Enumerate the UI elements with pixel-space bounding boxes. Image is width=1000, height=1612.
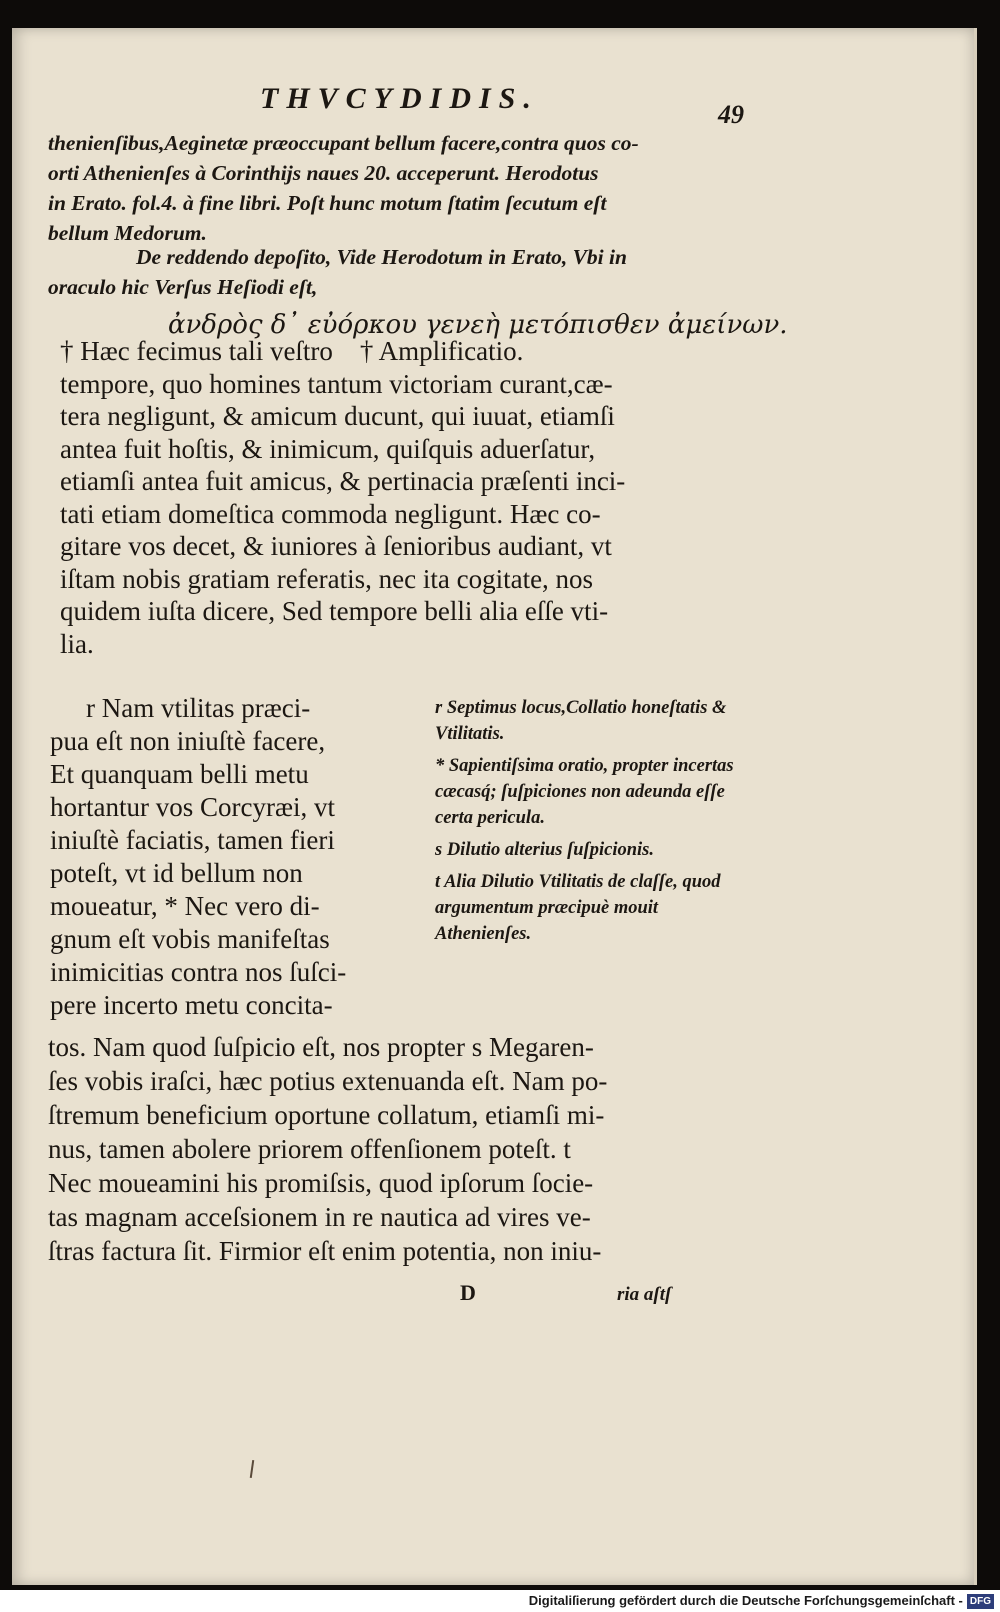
text-line: lia. bbox=[60, 628, 94, 659]
text-line: Nec moueamini his promiſsis, quod ipſorum ſocie- bbox=[48, 1168, 594, 1198]
signature-mark: D bbox=[460, 1280, 476, 1305]
margin-note: * Sapientiſsima oratio, propter incertas cæcasq́; ſuſpiciones non adeunda eſſe certa pericula. bbox=[435, 756, 734, 828]
footer-text: Digitaliſierung gefördert durch die Deutsche Forſchungsgemeinſchaft - bbox=[528, 1593, 963, 1608]
text-line: etiamſi antea fuit amicus, & pertinacia præſenti inci- bbox=[60, 466, 626, 496]
text-line: quidem iuſta dicere, Sed tempore belli alia eſſe vti- bbox=[60, 596, 609, 626]
text-line: poteſt, vt id bellum non bbox=[50, 858, 303, 888]
italic-note-2 bbox=[48, 242, 738, 302]
text-line: ſtremum beneficium oportune collatum, etiamſi mi- bbox=[48, 1100, 605, 1130]
main-text-1 bbox=[60, 335, 730, 660]
text-line: iniuſtè faciatis, tamen fieri bbox=[50, 825, 335, 855]
catchword: ria aſtſ bbox=[617, 1284, 672, 1305]
italic-note-line: in Erato. fol.4. à fine libri. Poſt hunc motum ſtatim ſecutum eſt bbox=[48, 191, 607, 215]
italic-note bbox=[48, 128, 738, 248]
text-line: pua eſt non iniuſtè facere, bbox=[50, 726, 326, 756]
main-text-2 bbox=[48, 1030, 728, 1268]
dfg-logo-icon: DFG bbox=[967, 1594, 994, 1609]
text-line: iſtam nobis gratiam referatis, nec ita cogitate, nos bbox=[60, 563, 594, 594]
italic-note-line: orti Athenienſes à Corinthijs naues 20. acceperunt. Herodotus bbox=[48, 161, 599, 185]
text-line: tempore, quo homines tantum victoriam curant,cæ- bbox=[60, 368, 613, 399]
text-line: † Hæc fecimus tali veſtro † Amplificatio. bbox=[60, 336, 524, 366]
text-line: tati etiam domeſtica commoda negligunt. Hæc co- bbox=[60, 498, 601, 529]
page-number: 49 bbox=[718, 100, 744, 129]
text-line: gnum eſt vobis manifeſtas bbox=[50, 924, 330, 954]
italic-note-line: De reddendo depoſito, Vide Herodotum in Erato, Vbi in bbox=[136, 245, 627, 269]
running-head: THVCYDIDIS. bbox=[260, 82, 539, 115]
italic-note-line: thenienſibus,Aeginetæ præoccupant bellum facere,contra quos co- bbox=[48, 131, 639, 155]
text-line: ſtras factura ſit. Firmior eſt enim potentia, non iniu- bbox=[48, 1236, 602, 1266]
footer-bar bbox=[0, 1590, 1000, 1612]
text-line: tas magnam acceſsionem in re nautica ad vires ve- bbox=[48, 1202, 591, 1232]
text-line: gitare vos decet, & iuniores à ſenioribus audiant, vt bbox=[60, 531, 612, 561]
text-line: ſes vobis iraſci, hæc potius extenuanda eſt. Nam po- bbox=[48, 1066, 608, 1096]
text-line: hortantur vos Corcyræi, vt bbox=[50, 792, 335, 822]
text-line: pere incerto metu concita- bbox=[50, 990, 333, 1020]
left-column-text bbox=[50, 692, 400, 1022]
margin-note: r Septimus locus,Collatio honeſtatis & Vtilitatis. bbox=[435, 698, 727, 744]
margin-notes bbox=[435, 695, 735, 953]
margin-note: t Alia Dilutio Vtilitatis de claſſe, quod argumentum præcipuè mouit Athenienſes. bbox=[435, 872, 721, 944]
text-line: tera negligunt, & amicum ducunt, qui iuuat, etiamſi bbox=[60, 401, 615, 431]
margin-note: s Dilutio alterius ſuſpicionis. bbox=[435, 840, 654, 860]
text-line: antea fuit hoſtis, & inimicum, quiſquis aduerſatur, bbox=[60, 433, 596, 464]
italic-note-line: oraculo hic Verſus Heſiodi eſt, bbox=[48, 275, 318, 299]
text-line: r Nam vtilitas præci- bbox=[86, 693, 311, 723]
text-line: moueatur, * Nec vero di- bbox=[50, 891, 320, 921]
text-line: tos. Nam quod ſuſpicio eſt, nos propter s Megaren- bbox=[48, 1032, 594, 1062]
text-line: inimicitias contra nos ſuſci- bbox=[50, 957, 347, 987]
text-line: nus, tamen abolere priorem offenſionem poteſt. t bbox=[48, 1134, 571, 1164]
greek-verse: ἀνδρὸς δ᾽ εὐόρκου γενεὴ μετόπισθεν ἀμείνων. bbox=[168, 310, 788, 340]
text-line: Et quanquam belli metu bbox=[50, 759, 309, 789]
italic-note-line: bellum Medorum. bbox=[48, 221, 207, 245]
